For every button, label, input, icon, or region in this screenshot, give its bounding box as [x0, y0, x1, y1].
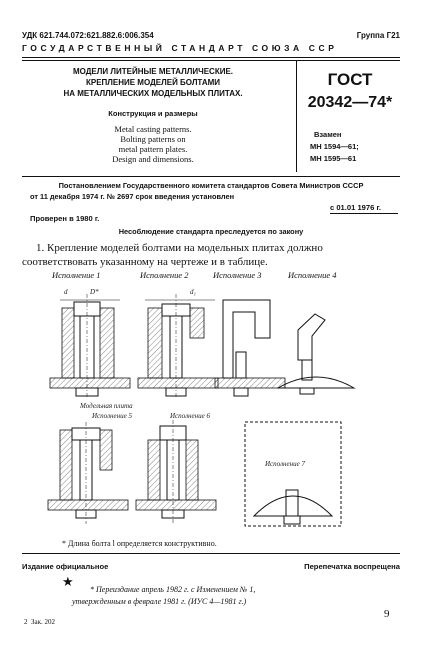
decree-line-2: от 11 декабря 1974 г. № 2697 срок введения установлен: [30, 192, 235, 201]
decree-date: с 01.01 1976 г.: [330, 203, 381, 212]
svg-text:Модельная плита: Модельная плита: [80, 402, 133, 410]
svg-text:Исполнение 6: Исполнение 6: [170, 412, 210, 420]
title-ru-line-1: МОДЕЛИ ЛИТЕЙНЫЕ МЕТАЛЛИЧЕСКИЕ.: [72, 67, 234, 76]
paragraph-1-line-2: соответствовать указанному на чертеже и в таблице.: [22, 256, 268, 268]
group-code: Группа Г21: [356, 31, 400, 40]
replaces-2: МН 1595—61: [310, 154, 357, 163]
replaces-label: Взамен: [314, 130, 342, 139]
gost-number: 20342—74*: [307, 94, 393, 111]
decree-line-1: Постановлением Государственного комитета стандартов Совета Министров СССР: [58, 181, 364, 190]
variant-5-drawing: [48, 422, 128, 524]
variant-6-drawing: [136, 420, 216, 524]
checked-year: Проверен в 1980 г.: [30, 214, 100, 223]
title-ru-line-2: КРЕПЛЕНИЕ МОДЕЛЕЙ БОЛТАМИ: [85, 78, 221, 87]
official-edition: Издание официальное: [22, 562, 109, 571]
variant-7-drawing: [245, 422, 341, 526]
variant-4-drawing: [278, 314, 354, 394]
variant-2-drawing: [138, 288, 218, 398]
replaces-1: МН 1594—61;: [310, 142, 359, 151]
header-rule: [22, 57, 400, 61]
paragraph-1-line-1: 1. Крепление моделей болтами на модельных плитах должно: [36, 242, 323, 254]
reissue-line-2: утвержденным в феврале 1981 г. (ИУС 4—1981 г.): [72, 597, 247, 606]
variant-1-label: Исполнение 1: [52, 270, 101, 280]
variant-3-drawing: [215, 300, 285, 396]
svg-text:d: d: [64, 288, 68, 296]
title-en-line-3: metal pattern plates.: [118, 144, 188, 154]
title-en-line-4: Design and dimensions.: [112, 154, 194, 164]
state-standard-heading: ГОСУДАРСТВЕННЫЙ СТАНДАРТ СОЮЗА ССР: [22, 43, 338, 53]
reissue-line-1: * Переиздание апрель 1982 г. с Изменением № 1,: [90, 585, 256, 594]
udk-code: УДК 621.744.072:621.882.6:006.354: [22, 31, 154, 40]
title-ru-subtitle: Конструкция и размеры: [108, 109, 198, 118]
title-en-line-2: Bolting patterns on: [120, 134, 186, 144]
svg-text:d₁: d₁: [190, 288, 196, 296]
order-number: 2 Зак. 202: [24, 618, 56, 626]
title-divider: [296, 60, 297, 172]
title-ru: [22, 66, 284, 99]
no-reprint: Перепечатка воспрещена: [304, 562, 400, 571]
variant-1-drawing: [50, 288, 130, 398]
decree-date-underline: [330, 213, 398, 214]
prosecution-note: Несоблюдение стандарта преследуется по закону: [118, 227, 304, 236]
svg-text:Исполнение 7: Исполнение 7: [265, 460, 305, 468]
figure-bottom-rule: [22, 553, 400, 554]
title-en: [22, 124, 284, 164]
variant-3-label: Исполнение 3: [213, 270, 262, 280]
title-en-line-1: Metal casting patterns.: [114, 124, 192, 134]
svg-text:D*: D*: [90, 288, 99, 296]
bolting-drawing: [40, 280, 390, 550]
figure-note: * Длина болта l определяется конструктивно.: [62, 539, 217, 548]
svg-text:Исполнение 5: Исполнение 5: [92, 412, 132, 420]
star-icon: ★: [62, 574, 74, 589]
variant-2-label: Исполнение 2: [140, 270, 189, 280]
title-bottom-rule: [22, 176, 400, 177]
variant-4-label: Исполнение 4: [288, 270, 337, 280]
page-number: 9: [384, 608, 390, 620]
title-ru-line-3: НА МЕТАЛЛИЧЕСКИХ МОДЕЛЬНЫХ ПЛИТАХ.: [63, 89, 243, 98]
gost-label: ГОСТ: [327, 70, 373, 89]
